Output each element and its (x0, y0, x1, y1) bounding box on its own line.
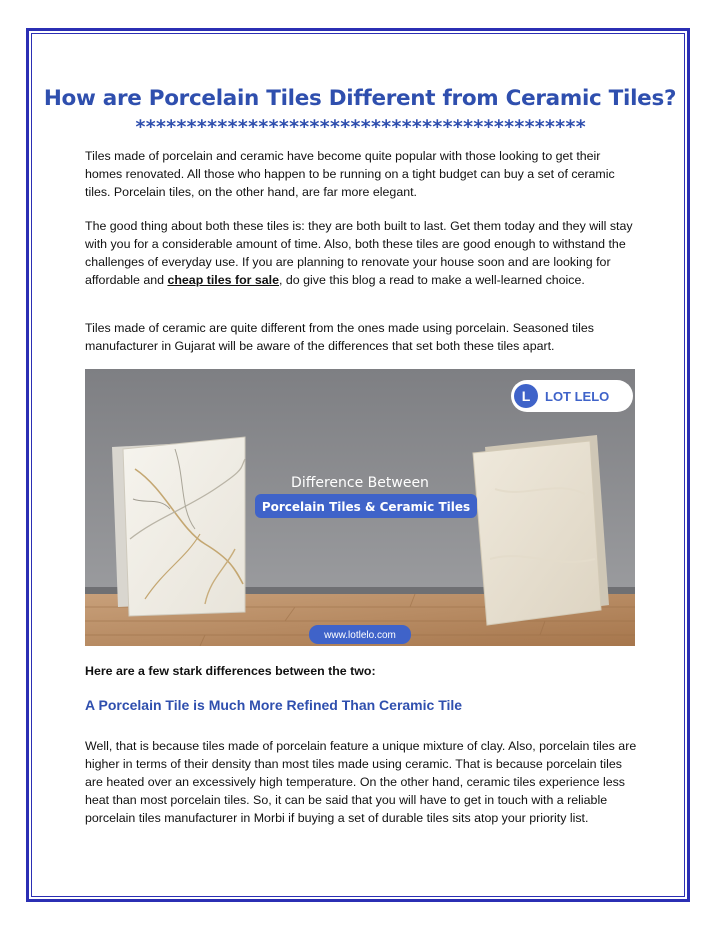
logo-letter: L (521, 388, 531, 404)
page-title: How are Porcelain Tiles Different from Ceramic Tiles? (43, 86, 677, 111)
ceramic-tile (473, 435, 609, 625)
intro-paragraph: Tiles made of porcelain and ceramic have become quite popular with those looking to get their homes renovated. All those who happen to be running on a tight budget can buy a set of ceramic tiles. Porcelain tiles, on the other hand, are far more elegant. (85, 149, 615, 199)
paragraph-2 (85, 217, 641, 289)
logo-wordmark: LOT LELO (545, 389, 610, 404)
hero-caption-main: Porcelain Tiles & Ceramic Tiles (261, 500, 471, 514)
paragraph-3: Tiles made of ceramic are quite different from the ones made using porcelain. Seasoned tiles manufacturer in Gujarat will be aware of the differences that set both these tiles apart. (85, 321, 594, 353)
title-divider-stars: ******************************************** (134, 116, 586, 138)
hero-caption-top: Difference Between (291, 475, 429, 491)
porcelain-marble-tile (112, 437, 245, 616)
differences-intro: Here are a few stark differences between the two: (85, 664, 376, 678)
website-url: www.lotlelo.com (324, 630, 396, 641)
cheap-tiles-link[interactable]: cheap tiles for sale (167, 273, 280, 287)
paragraph-4: Well, that is because tiles made of porcelain feature a unique mixture of clay. Also, porcelain tiles are higher in terms of their density than most tiles made using ceramic. That is because porcelain tiles are heated over an excessively high temperature. On the other hand, ceramic tiles experience less heat than most porcelain tiles. So, it can be said that you will have to get in touch with a reliable porcelain tiles manufacturer in Morbi if buying a set of durable tiles sits atop your priority list. (85, 739, 637, 825)
paragraph-2-text-b: , do give this blog a read to make a well-learned choice. (279, 273, 585, 287)
paragraph-2-text-a: The good thing about both these tiles is: they are both built to last. Get them today and they will stay with you for a considerable amount of time. Also, both these tiles are good enough to withstand the challenges of everyday use. If you are planning to renovate your house soon and are looking for affordable and (85, 219, 633, 287)
section-heading: A Porcelain Tile is Much More Refined Than Ceramic Tile (85, 697, 463, 713)
hero-image (85, 369, 635, 646)
lot-lelo-logo[interactable] (511, 380, 633, 412)
